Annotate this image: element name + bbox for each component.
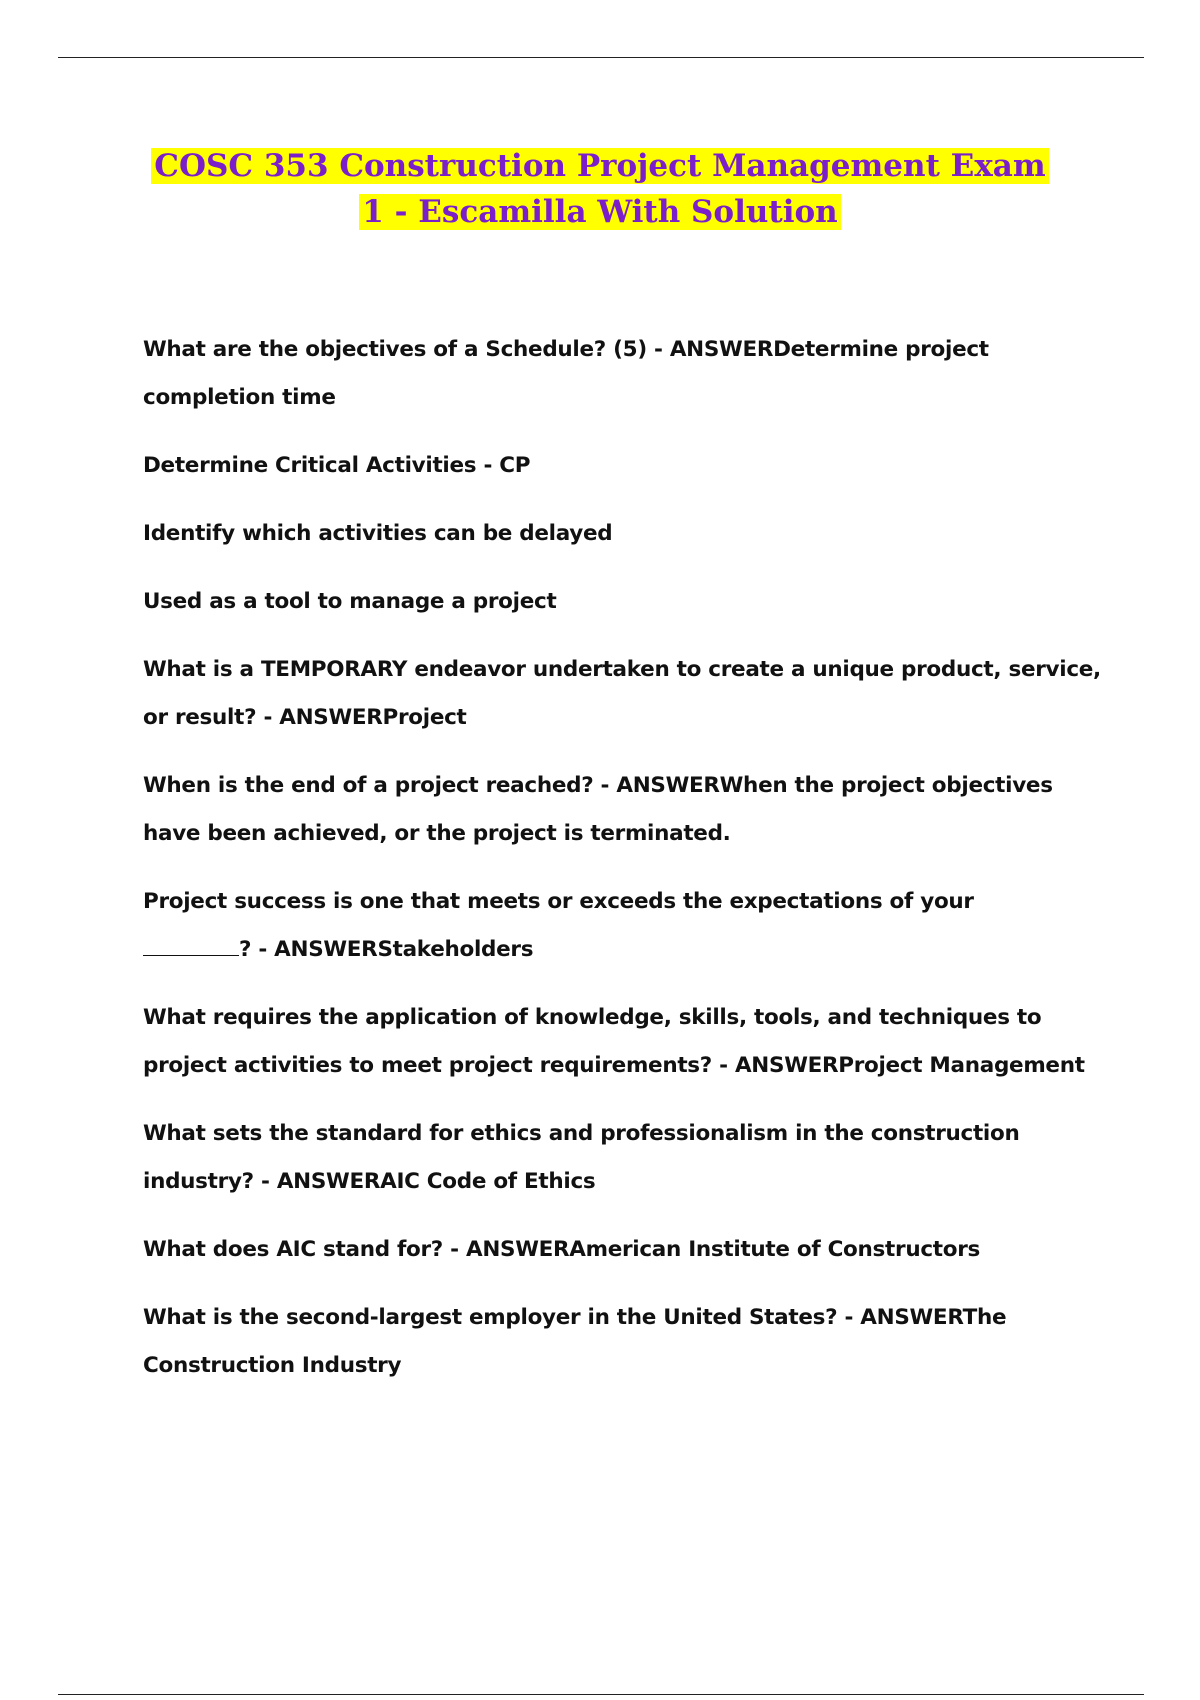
fill-in-blank: [143, 935, 239, 956]
qa-list: [143, 326, 1103, 1410]
qa-item: [143, 878, 1103, 974]
qa-item: What does AIC stand for? - ANSWERAmerican Institute of Constructors: [143, 1237, 981, 1262]
qa-item: What is a TEMPORARY endeavor undertaken to create a unique product, service, or result? - ANSWERProject: [143, 657, 1101, 730]
qa-item: Identify which activities can be delayed: [143, 521, 613, 546]
document-title: [0, 143, 1200, 235]
title-line-2: 1 - Escamilla With Solution: [359, 194, 840, 230]
qa-item: Determine Critical Activities - CP: [143, 453, 531, 478]
title-line-1: COSC 353 Construction Project Management Exam: [151, 148, 1048, 184]
qa-item-answer: ? - ANSWERStakeholders: [239, 937, 534, 962]
qa-item: Used as a tool to manage a project: [143, 589, 557, 614]
qa-item: What sets the standard for ethics and professionalism in the construction industry? - ANSWERAIC Code of Ethics: [143, 1121, 1020, 1194]
qa-item-question: Project success is one that meets or exceeds the expectations of your: [143, 889, 974, 914]
qa-item: When is the end of a project reached? - ANSWERWhen the project objectives have been achieved, or the project is terminated.: [143, 773, 1053, 846]
qa-item: What is the second-largest employer in the United States? - ANSWERThe Construction Industry: [143, 1305, 1007, 1378]
qa-item: What requires the application of knowledge, skills, tools, and techniques to project activities to meet project requirements? - ANSWERProject Management: [143, 1005, 1085, 1078]
bottom-rule: [58, 1694, 1144, 1695]
top-rule: [58, 57, 1144, 58]
qa-item: What are the objectives of a Schedule? (5) - ANSWERDetermine project completion time: [143, 337, 989, 410]
